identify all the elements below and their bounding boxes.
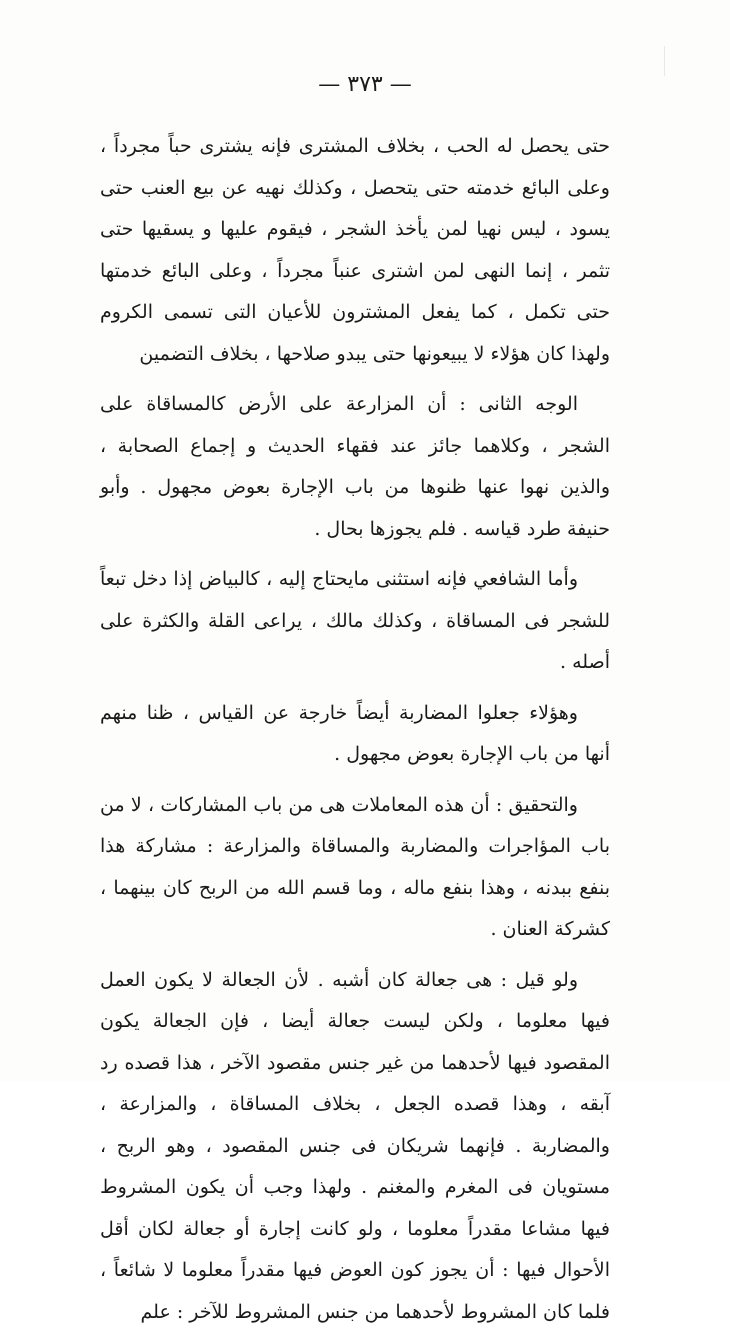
paragraph-5: والتحقيق : أن هذه المعاملات هى من باب المشاركات ، لا من باب المؤاجرات والمضاربة والمساقاة والمزارعة : مشاركة هذا بنفع ببدنه ، وهذا بنفع ماله ، وما قسم الله من الربح كان بينهما ، كشركة العنان . <box>100 785 610 951</box>
paragraph-gap <box>100 776 610 785</box>
page-number: — ٣٧٣ — <box>0 72 730 97</box>
paragraph-6: ولو قيل : هى جعالة كان أشبه . لأن الجعالة لا يكون العمل فيها معلوما ، ولكن ليست جعالة أيضا ، فإن الجعالة يكون المقصود فيها لأحدهما من غير جنس مقصود الآخر ، هذا قصده رد آبقه ، وهذا قصده الجعل ، بخلاف المساقاة ، والمزارعة ، والمضاربة . فإنهما شريكان فى جنس المقصود ، وهو الربح ، مستويان فى المغرم والمغنم . ولهذا وجب أن يكون المشروط فيها مشاعا مقدراً معلوما ، ولو كانت إجارة أو جعالة لكان أقل الأحوال فيها : أن يجوز كون العوض فيها مقدراً معلوما لا شائعاً ، فلما كان المشروط لأحدهما من جنس المشروط للآخر : علم <box>100 960 610 1333</box>
paragraph-gap <box>100 951 610 960</box>
paragraph-4: وهؤلاء جعلوا المضاربة أيضاً خارجة عن القياس ، ظنا منهم أنها من باب الإجارة بعوض مجهول . <box>100 693 610 776</box>
paragraph-gap <box>100 375 610 384</box>
paragraph-gap <box>100 550 610 559</box>
paragraph-1: حتى يحصل له الحب ، بخلاف المشترى فإنه يشترى حباً مجرداً ، وعلى البائع خدمته حتى يتحصل ، وكذلك نهيه عن بيع العنب حتى يسود ، ليس نهيا لمن يأخذ الشجر ، فيقوم عليها و يسقيها حتى تثمر ، إنما النهى لمن اشترى عنباً مجرداً ، وعلى البائع خدمتها حتى تكمل ، كما يفعل المشترون للأعيان التى تسمى الكروم ولهذا كان هؤلاء لا يبيعونها حتى يبدو صلاحها ، بخلاف التضمين <box>100 126 610 375</box>
page-body <box>100 126 610 1333</box>
paragraph-3: وأما الشافعي فإنه استثنى مايحتاج إليه ، كالبياض إذا دخل تبعاً للشجر فى المساقاة ، وكذلك مالك ، يراعى القلة والكثرة على أصله . <box>100 559 610 684</box>
paragraph-2: الوجه الثانى : أن المزارعة على الأرض كالمساقاة على الشجر ، وكلاهما جائز عند فقهاء الحديث و إجماع الصحابة ، والذين نهوا عنها ظنوها من باب الإجارة بعوض مجهول . وأبو حنيفة طرد قياسه . فلم يجوزها بحال . <box>100 384 610 550</box>
paragraph-gap <box>100 684 610 693</box>
